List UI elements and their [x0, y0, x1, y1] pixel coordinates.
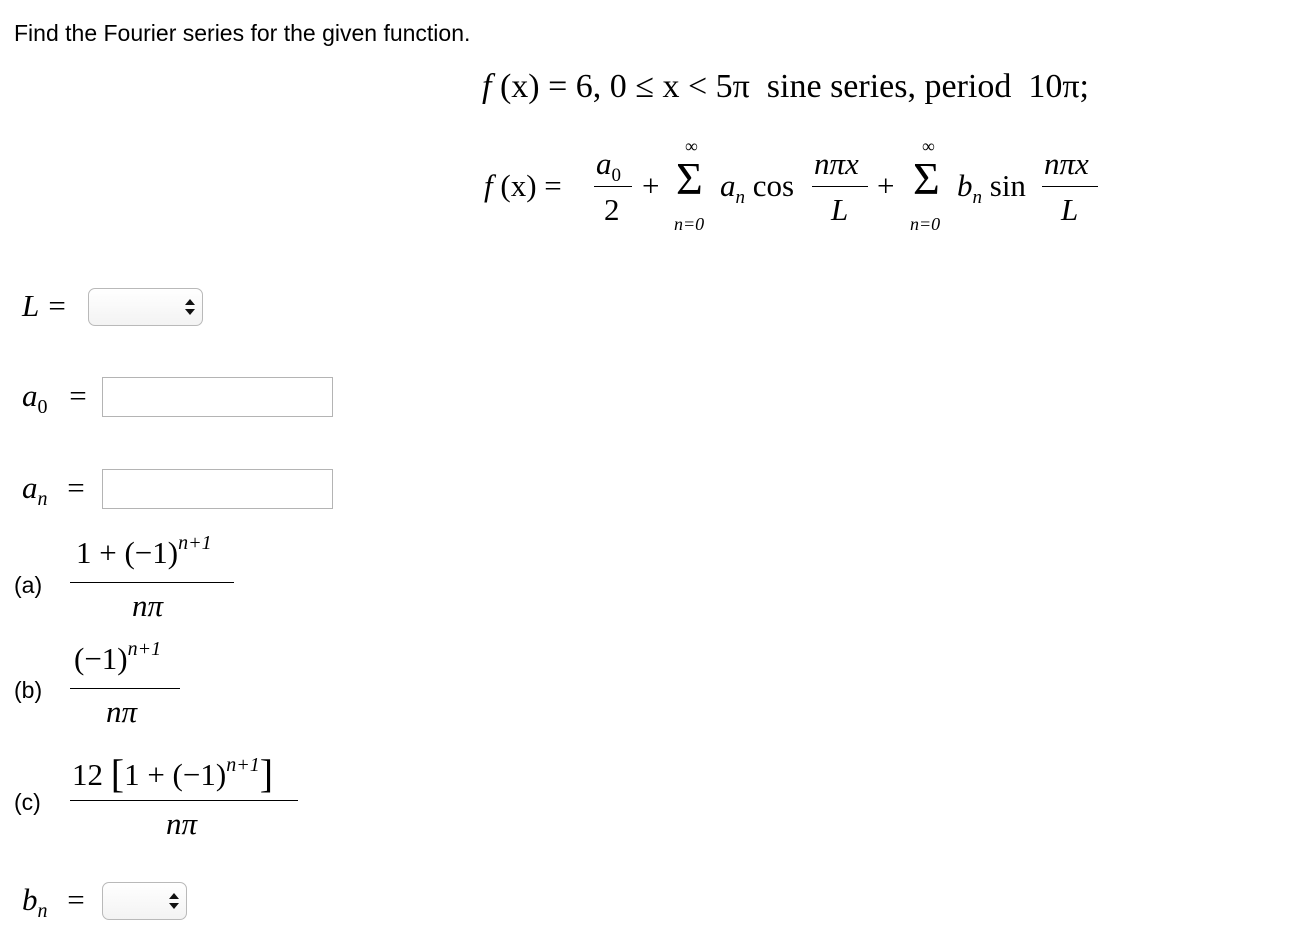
option-b-label: (b)	[14, 677, 43, 703]
sigma-symbol: Σ	[676, 153, 703, 204]
up-down-arrows-icon	[184, 297, 196, 317]
option-c-expression: 12 $[1 + (-1)^{n+1}]$ nπ	[70, 748, 310, 843]
given-function: f (x) = 6, 0 ≤ x < 5π sine series, period 10π;	[482, 68, 1089, 105]
bn-sin-term: $b_n$ sin	[957, 168, 1026, 209]
bn-label: $b_n$ =	[22, 882, 85, 923]
an-cos-term: $a_n$ cos	[720, 168, 795, 209]
an-input[interactable]	[102, 469, 333, 509]
sum-lower-limit: n=0	[674, 214, 705, 234]
L-dropdown[interactable]	[88, 288, 203, 326]
a0-input[interactable]	[102, 377, 333, 417]
an-label: $a_n$ =	[22, 470, 85, 511]
a0-denominator: 2	[604, 192, 620, 227]
up-down-arrows-icon	[168, 891, 180, 911]
option-c-label: (c)	[14, 789, 41, 815]
bn-dropdown[interactable]	[102, 882, 187, 920]
option-a-expression: $1 + (-1)^{n+1}$ nπ	[70, 532, 240, 622]
problem-prompt: Find the Fourier series for the given function.	[14, 20, 471, 46]
a0-fraction-bar	[594, 186, 632, 187]
fourier-series-formula: f (x) = $a_0$ 2 + ∞ Σ n=0 $a_n$ cos nπx L + ∞ Σ n=0 $b_n$ sin nπx L	[484, 140, 1124, 240]
a0-label: $a_0$ =	[22, 378, 87, 419]
sum-upper-limit: ∞	[685, 136, 698, 156]
option-b-expression: $(-1)^{n+1}$ nπ	[70, 638, 190, 728]
a0-numerator: $a_0$	[596, 146, 621, 187]
option-a-label: (a)	[14, 572, 43, 598]
L-label: L =	[22, 288, 68, 323]
